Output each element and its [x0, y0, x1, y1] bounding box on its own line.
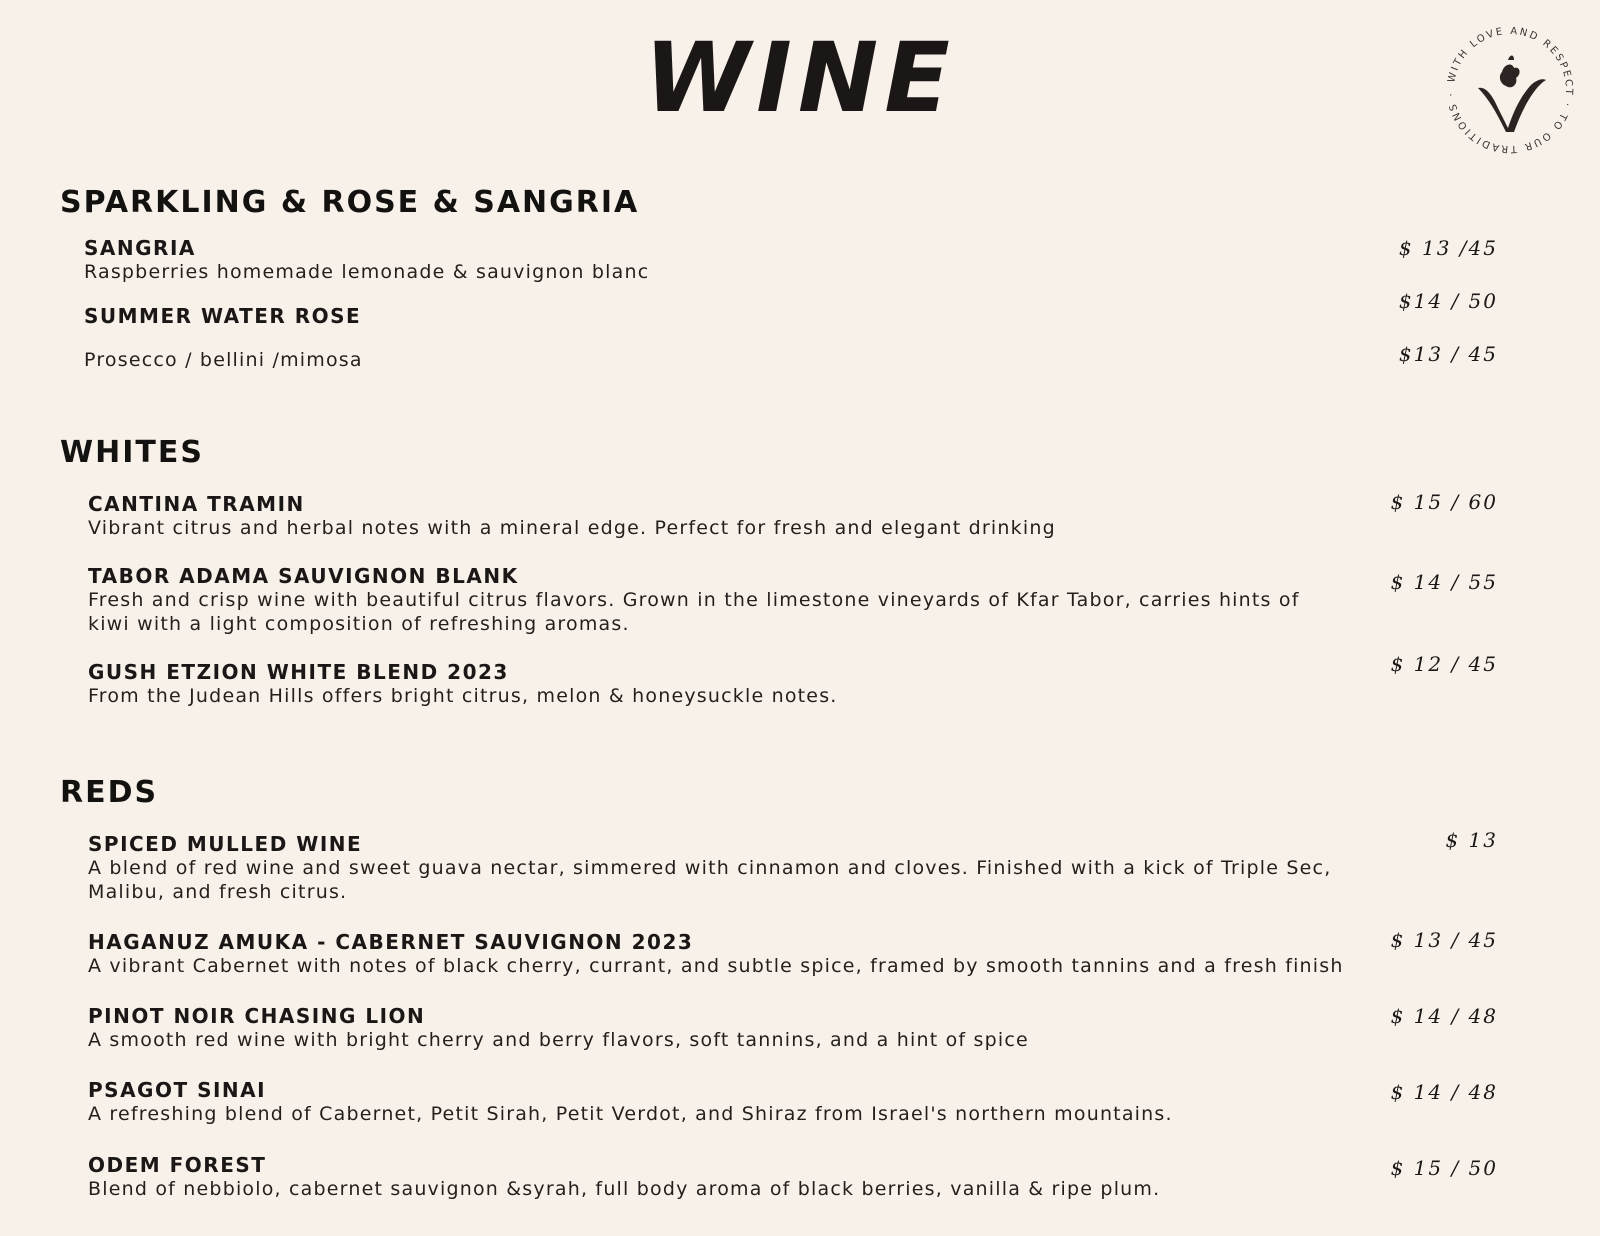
item-desc-pinot-noir: A smooth red wine with bright cherry and berry flavors, soft tannins, and a hint of spice: [88, 1029, 1029, 1051]
logo: [1440, 20, 1580, 160]
item-price-tabor-adama: $ 14 / 55: [1390, 570, 1498, 594]
brush-v-emblem-icon: [1478, 56, 1546, 133]
item-desc-haganuz-amuka: A vibrant Cabernet with notes of black cherry, currant, and subtle spice, framed by smooth tannins and a fresh finish: [88, 955, 1344, 977]
logo-ring-text: WITH LOVE AND RESPECT · TO OUR TRADITIONS ·: [1445, 25, 1575, 155]
item-desc-odem-forest: Blend of nebbiolo, cabernet sauvignon &syrah, full body aroma of black berries, vanilla & ripe plum.: [88, 1178, 1161, 1200]
item-price-sangria: $ 13 /45: [1398, 236, 1498, 260]
item-price-odem-forest: $ 15 / 50: [1390, 1156, 1498, 1180]
item-name-tabor-adama: TABOR ADAMA SAUVIGNON BLANK: [88, 564, 519, 588]
item-desc-cantina-tramin: Vibrant citrus and herbal notes with a mineral edge. Perfect for fresh and elegant drinking: [88, 517, 1056, 539]
item-name-psagot-sinai: PSAGOT SINAI: [88, 1078, 267, 1102]
item-name-cantina-tramin: CANTINA TRAMIN: [88, 492, 305, 516]
item-price-spiced-mulled-wine: $ 13: [1445, 828, 1498, 852]
item-desc-sangria: Raspberries homemade lemonade & sauvignon blanc: [84, 261, 650, 283]
item-desc-tabor-adama: Fresh and crisp wine with beautiful citrus flavors. Grown in the limestone vineyards of Kfar Tabor, carries hints of kiwi with a light composition of refreshing aromas.: [88, 589, 1300, 635]
item-desc-prosecco: Prosecco / bellini /mimosa: [84, 349, 363, 371]
section-title-reds: REDS: [60, 775, 159, 810]
svg-text:WITH LOVE AND RESPECT · TO OUR: [1446, 26, 1574, 154]
item-price-psagot-sinai: $ 14 / 48: [1390, 1080, 1498, 1104]
item-name-gush-etzion: GUSH ETZION WHITE BLEND 2023: [88, 660, 509, 684]
item-name-sangria: SANGRIA: [84, 236, 196, 260]
item-price-summer-water-rose: $14 / 50: [1398, 289, 1498, 313]
item-price-gush-etzion: $ 12 / 45: [1390, 652, 1498, 676]
item-desc-spiced-mulled-wine: A blend of red wine and sweet guava nectar, simmered with cinnamon and cloves. Finished with a kick of Triple Sec, Malibu, and fresh citrus.: [88, 857, 1332, 903]
item-price-haganuz-amuka: $ 13 / 45: [1390, 928, 1498, 952]
item-name-odem-forest: ODEM FOREST: [88, 1153, 267, 1177]
item-desc-psagot-sinai: A refreshing blend of Cabernet, Petit Sirah, Petit Verdot, and Shiraz from Israel's northern mountains.: [88, 1103, 1173, 1125]
item-price-cantina-tramin: $ 15 / 60: [1390, 490, 1498, 514]
item-name-spiced-mulled-wine: SPICED MULLED WINE: [88, 832, 363, 856]
item-desc-gush-etzion: From the Judean Hills offers bright citrus, melon & honeysuckle notes.: [88, 685, 838, 707]
item-name-pinot-noir: PINOT NOIR CHASING LION: [88, 1004, 426, 1028]
item-price-prosecco: $13 / 45: [1398, 342, 1498, 366]
item-name-haganuz-amuka: HAGANUZ AMUKA - CABERNET SAUVIGNON 2023: [88, 930, 694, 954]
page-title: WINE: [644, 22, 956, 134]
section-title-whites: WHITES: [60, 435, 204, 470]
item-price-pinot-noir: $ 14 / 48: [1390, 1004, 1498, 1028]
section-title-sparkling: SPARKLING & ROSE & SANGRIA: [60, 185, 640, 220]
item-name-summer-water-rose: SUMMER WATER ROSE: [84, 304, 362, 328]
